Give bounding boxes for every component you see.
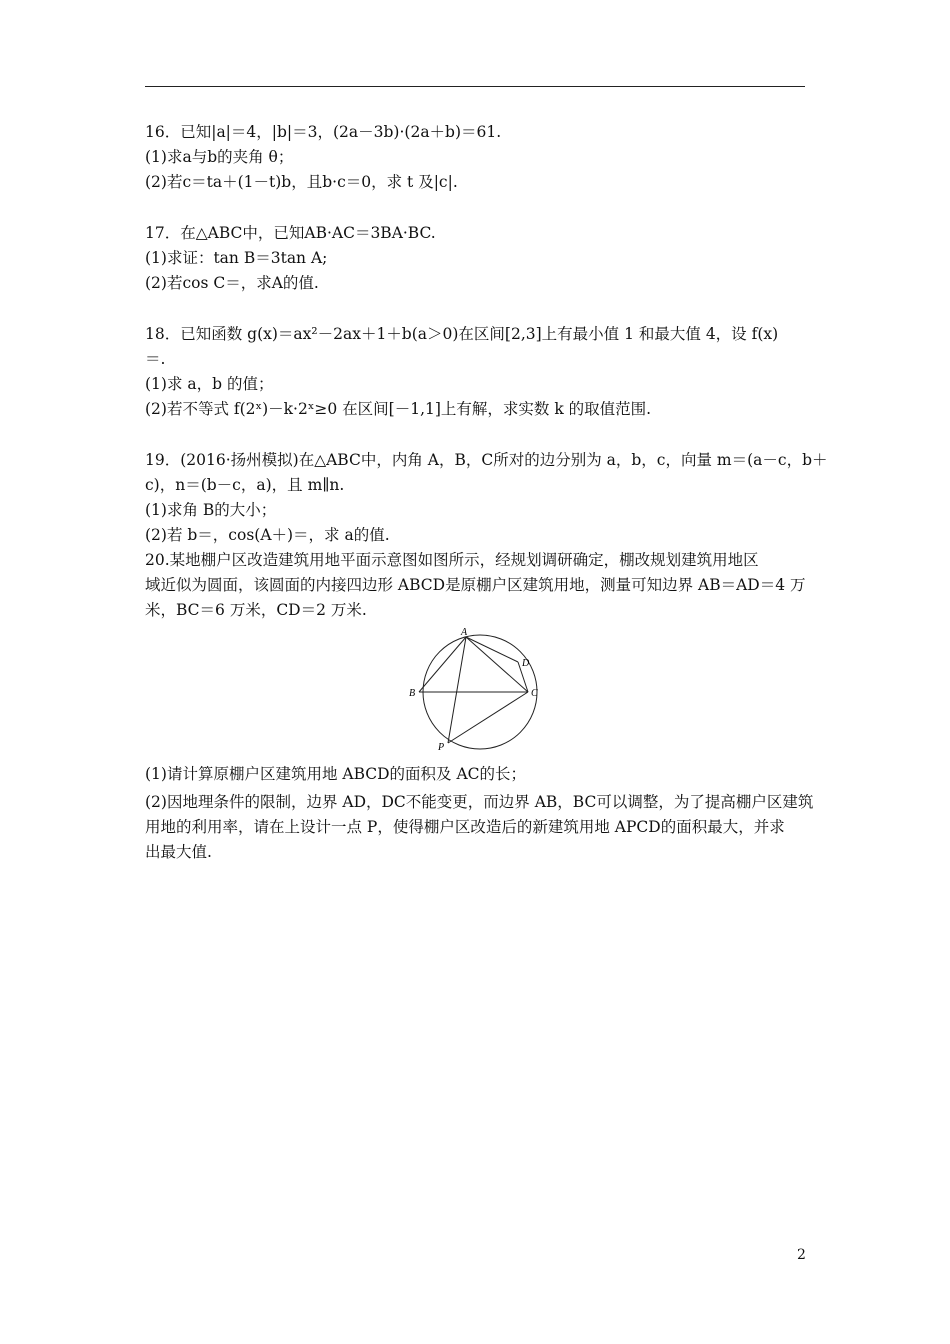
label-a: A [461,627,468,638]
problem-17-part-2: (2)若cos C＝，求A的值. [145,274,319,292]
segment-pc [448,692,528,743]
problem-20-part-2-cont-2: 出最大值. [145,843,212,861]
label-c: C [531,688,538,699]
problem-20-part-1: (1)请计算原棚户区建筑用地 ABCD的面积及 AC的长； [145,765,527,783]
problem-16-statement: 16．已知|a|＝4，|b|＝3，(2a－3b)·(2a＋b)＝61. [145,123,502,141]
problem-20-statement-cont-2: 米，BC＝6 万米，CD＝2 万米. [145,601,367,619]
problem-20-statement-cont-1: 域近似为圆面，该圆面的内接四边形 ABCD是原棚户区建筑用地，测量可知边界 AB＝AD＝4 万 [145,576,806,594]
problem-20-statement: 20.某地棚户区改造建筑用地平面示意图如图所示，经规划调研确定，棚改规划建筑用地区 [145,551,759,569]
problem-18-part-1: (1)求 a，b 的值； [145,375,274,393]
label-p: P [438,742,445,752]
label-d: D [522,658,530,669]
circle-quadrilateral-figure [405,626,555,752]
problem-20-part-2-cont-1: 用地的利用率，请在上设计一点 P，使得棚户区改造后的新建筑用地 APCD的面积最大，并求 [145,818,785,836]
problem-18-statement: 18．已知函数 g(x)＝ax²－2ax＋1＋b(a＞0)在区间[2,3]上有最小值 1 和最大值 4，设 f(x) [145,325,779,343]
problem-16-part-2: (2)若c＝ta＋(1－t)b，且b·c＝0，求 t 及|c|. [145,173,458,191]
problem-18-statement-cont: ＝. [145,350,166,368]
problem-19-statement-cont: c)，n＝(b－c，a)，且 m∥n. [145,476,345,494]
problem-19-part-2: (2)若 b＝，cos(A＋)＝，求 a的值. [145,526,390,544]
problem-20-part-2: (2)因地理条件的限制，边界 AD，DC不能变更，而边界 AB，BC可以调整，为了提高棚户区建筑 [145,793,814,811]
problem-17-statement: 17．在△ABC中，已知AB·AC＝3BA·BC. [145,224,436,242]
segment-ap [448,637,466,743]
problem-18-part-2: (2)若不等式 f(2ˣ)－k·2ˣ≥0 在区间[－1,1]上有解，求实数 k 的取值范围. [145,400,652,418]
problem-17-part-1: (1)求证：tan B＝3tan A; [145,249,328,267]
segment-ad [466,637,518,662]
segment-ab [419,637,466,692]
label-b: B [409,688,416,699]
header-rule [145,86,805,87]
problem-19-part-1: (1)求角 B的大小； [145,501,277,519]
problem-19-statement: 19．(2016·扬州模拟)在△ABC中，内角 A，B，C所对的边分别为 a，b，c，向量 m＝(a－c，b＋ [145,451,828,469]
page-number: 2 [797,1247,806,1263]
problem-16-part-1: (1)求a与b的夹角 θ； [145,148,294,166]
